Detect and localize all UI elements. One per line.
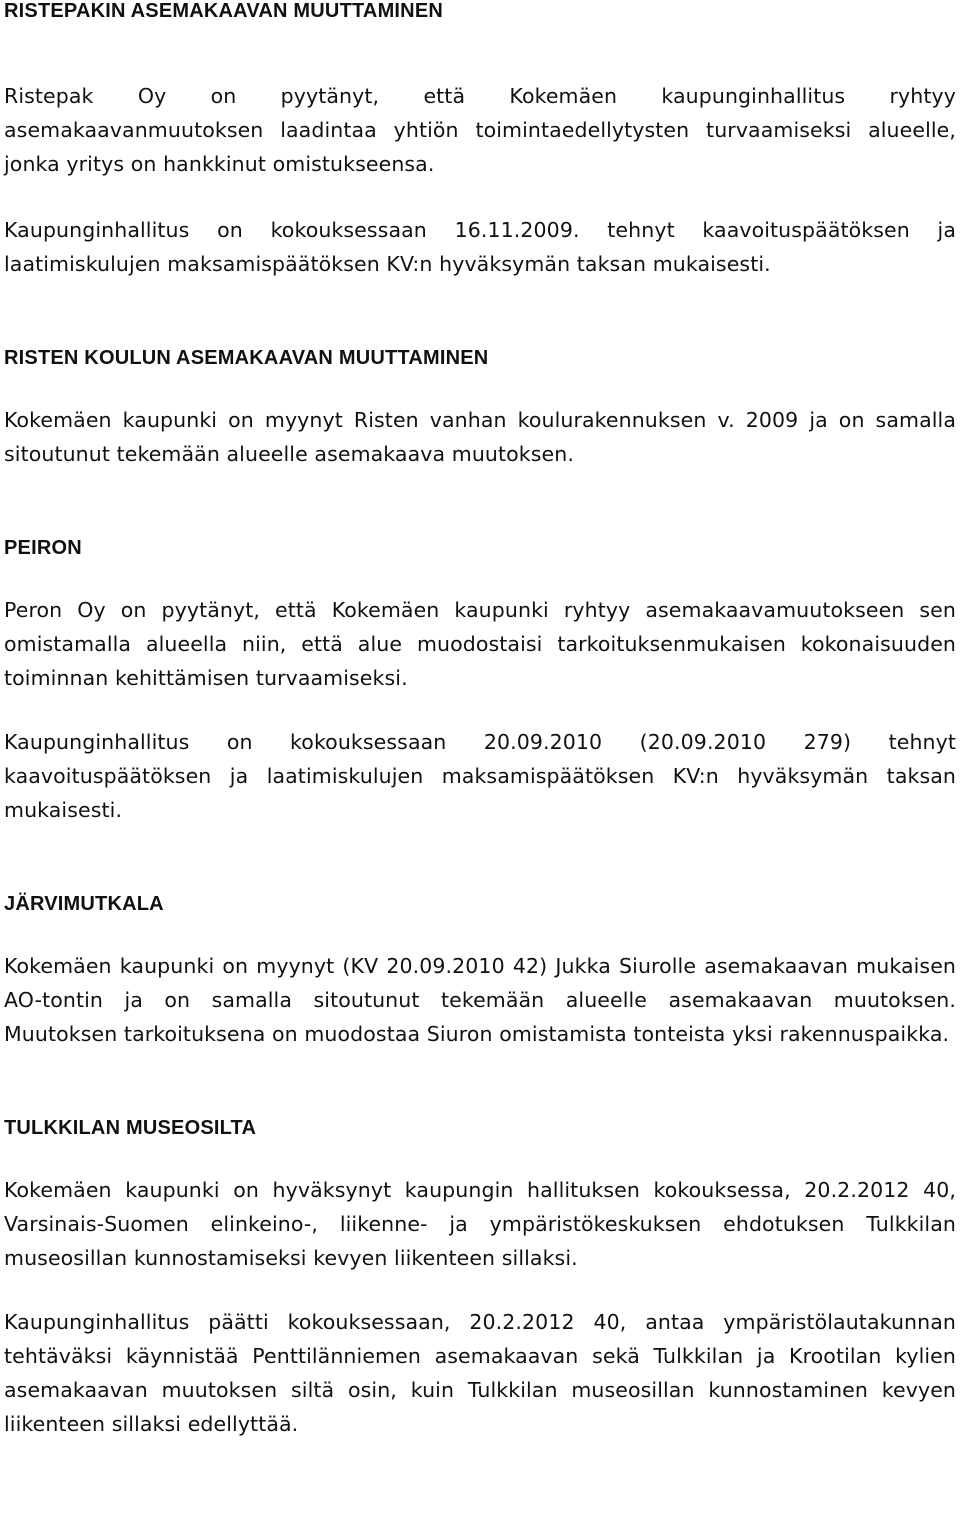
section-paragraph: Kokemäen kaupunki on hyväksynyt kaupungin hallituksen kokouksessa, 20.2.2012 40, Varsinais-Suomen elinkeino-, liikenne- ja ympäristökeskuksen ehdotuksen Tulkkilan museosillan kunnostamiseksi kevyen liikenteen sillaksi. (4, 1178, 956, 1270)
section-heading: TULKKILAN MUSEOSILTA (4, 1117, 257, 1139)
section-paragraph: Ristepak Oy on pyytänyt, että Kokemäen kaupunginhallitus ryhtyy asemakaavanmuutoksen laadintaa yhtiön toimintaedellytysten turvaamiseksi alueelle, jonka yritys on hankkinut omistukseensa. (4, 84, 956, 176)
section-heading: PEIRON (4, 537, 82, 559)
section-heading: RISTEPAKIN ASEMAKAAVAN MUUTTAMINEN (4, 0, 444, 22)
document-page (4, 0, 956, 1441)
section-paragraph: Kaupunginhallitus on kokouksessaan 16.11.2009. tehnyt kaavoituspäätöksen ja laatimiskulujen maksamispäätöksen KV:n hyväksymän taksan mukaisesti. (4, 218, 956, 276)
section-heading: JÄRVIMUTKALA (4, 893, 164, 915)
section-paragraph: Kaupunginhallitus on kokouksessaan 20.09.2010 (20.09.2010 279) tehnyt kaavoituspäätöksen ja laatimiskulujen maksamispäätöksen KV:n hyväksymän taksan mukaisesti. (4, 730, 956, 822)
section-paragraph: Peron Oy on pyytänyt, että Kokemäen kaupunki ryhtyy asemakaavamuutokseen sen omistamalla alueella niin, että alue muodostaisi tarkoituksenmukaisen kokonaisuuden toiminnan kehittämisen turvaamiseksi. (4, 598, 956, 690)
section-paragraph: Kokemäen kaupunki on myynyt (KV 20.09.2010 42) Jukka Siurolle asemakaavan mukaisen AO-tontin ja on samalla sitoutunut tekemään alueelle asemakaavan muutoksen. Muutoksen tarkoituksena on muodostaa Siuron omistamista tonteista yksi rakennuspaikka. (4, 954, 956, 1046)
section-paragraph: Kokemäen kaupunki on myynyt Risten vanhan koulurakennuksen v. 2009 ja on samalla sitoutunut tekemään alueelle asemakaava muutoksen. (4, 408, 956, 466)
section-heading: RISTEN KOULUN ASEMAKAAVAN MUUTTAMINEN (4, 347, 489, 369)
section-paragraph: Kaupunginhallitus päätti kokouksessaan, 20.2.2012 40, antaa ympäristölautakunnan tehtäväksi käynnistää Penttilänniemen asemakaavan sekä Tulkkilan ja Krootilan kylien asemakaavan muutoksen siltä osin, kuin Tulkkilan museosillan kunnostaminen kevyen liikenteen sillaksi edellyttää. (4, 1310, 956, 1436)
